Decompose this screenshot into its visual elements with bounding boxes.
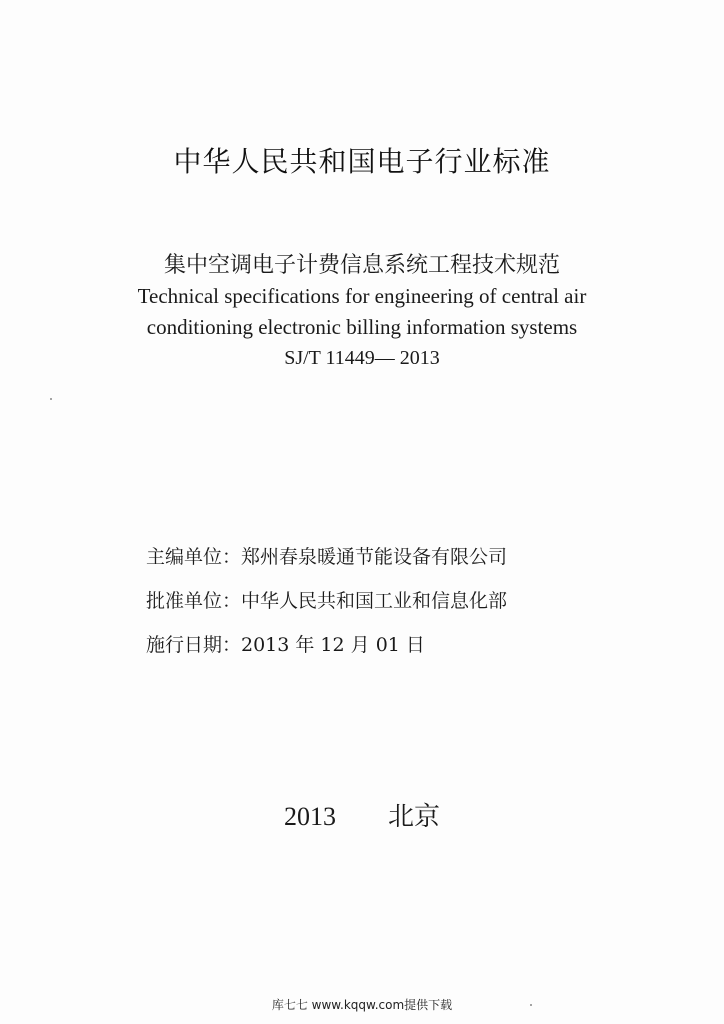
standard-title-block (0, 250, 724, 374)
publication-year-place (0, 796, 724, 833)
standard-title-chinese: 集中空调电子计费信息系统工程技术规范 (163, 253, 560, 278)
approver-unit: 批准单位：中华人民共和国工业和信息化部 (146, 590, 508, 612)
industry-standard-heading: 中华人民共和国电子行业标准 (173, 145, 551, 178)
standard-code: SJ/T 11449— 2013 (284, 347, 440, 369)
standard-title-english-line-2: conditioning electronic billing information systems (146, 315, 578, 339)
scan-speck (50, 398, 52, 400)
effective-date: 施行日期：2013 年 12 月 01 日 (146, 634, 425, 656)
editor-unit: 主编单位：郑州春泉暖通节能设备有限公司 (146, 546, 508, 568)
download-source-footer: 库七七 www.kqqw.com提供下载 (271, 998, 453, 1012)
scan-speck (530, 1004, 532, 1006)
publication-info (146, 535, 507, 667)
standard-title-english-line-1: Technical specifications for engineering of central air (137, 284, 587, 308)
publication-year: 2013 (283, 802, 336, 831)
publication-place: 北京 (387, 802, 440, 831)
